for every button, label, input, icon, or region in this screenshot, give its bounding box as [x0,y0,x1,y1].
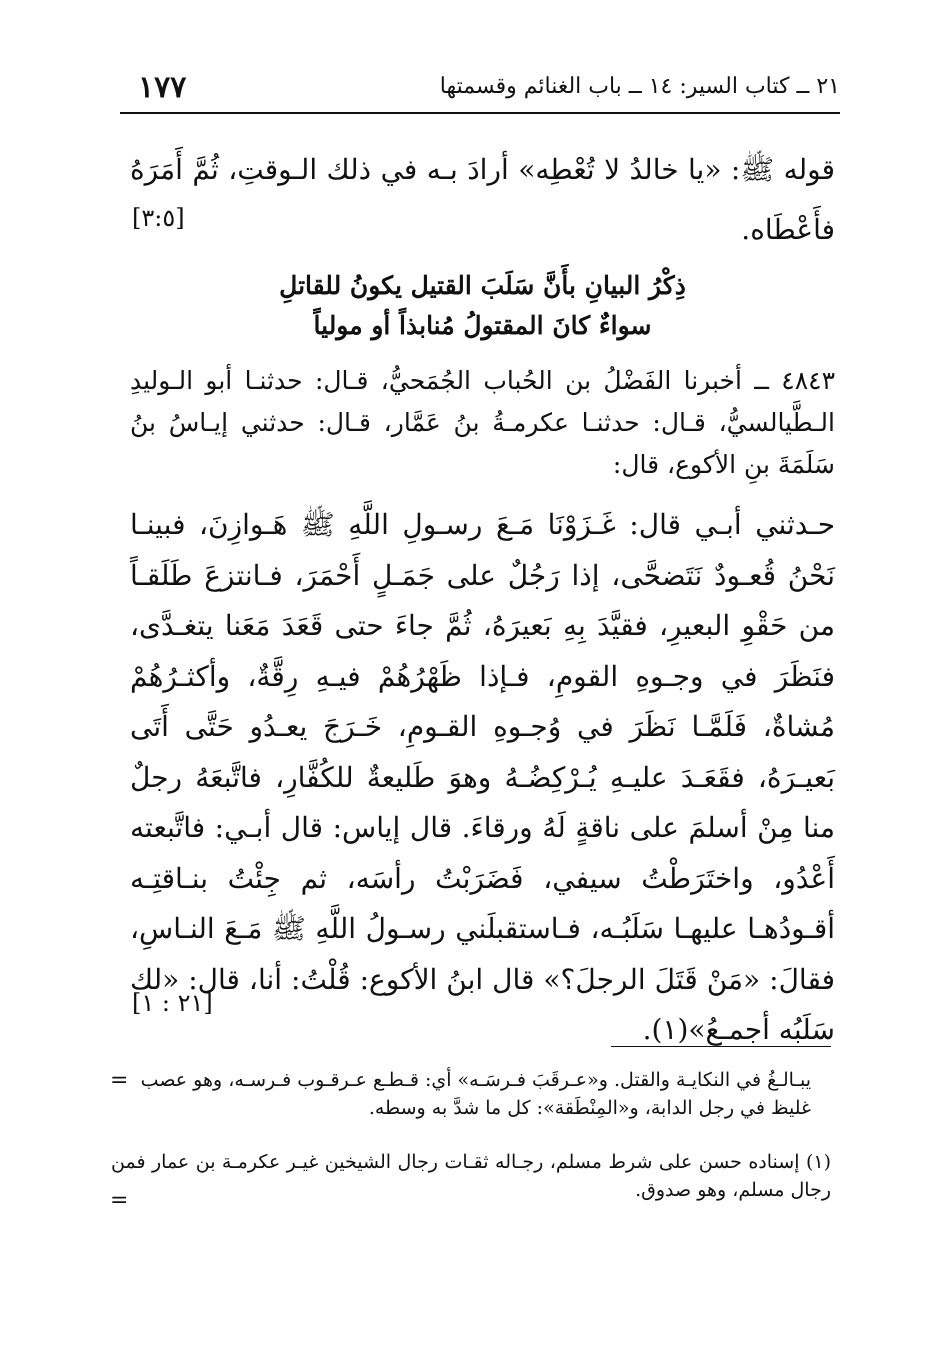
paragraph-commentary: قوله ﷺ: «يا خالدُ لا تُعْطِه» أرادَ بـه في ذلك الـوقتِ، ثُمَّ أَمَرَهُ فأَعْطَاه. [130,153,835,246]
page-number: ١٧٧ [138,70,187,105]
footnote-continued: يبـالـغُ في النكايـة والقتل. و«عـرقَبَ فـرسَـه» أي: قـطـع عـرقـوب فـرسـه، وهو عصب غليظ في رجل الدابة، و«المِنْطَقة»: كل ما شدَّ به وسطه. [140,1069,811,1119]
footnote-rule [611,1046,831,1047]
reference-mark: [٣:٥] [132,204,185,232]
continuation-marker: = [110,1188,129,1213]
reference-mark: [٢١ : ١] [132,989,213,1017]
section-heading-line2: سواءٌ كانَ المقتولُ مُنابذاً أو مولياً [313,311,652,340]
hadith-matn: حـدثني أبـي قال: غَـزَوْنَا مَـعَ رسـولِ اللَّهِ ﷺ هَـوازِنَ، فبينـا نَحْنُ قُعـودٌ نَتَضحَّى، إذا رَجُلٌ على جَمَـلٍ أَحْمَرَ، فـانتزعَ طَلَقـاً من حَقْوِ البعيرِ، فقيَّدَ بِهِ بَعيرَهُ، ثُمَّ جاءَ حتى قَعَدَ مَعَنا يتغـدَّى، فنَظَرَ في وجـوهِ القومِ، فـإذا ظَهْرُهُمْ فيـهِ رِقَّةٌ، وأكثـرُهُمْ مُشاةٌ، فَلَمَّـا نَظَرَ في وُجـوهِ القـومِ، خَـرَجَ يعـدُو حَتَّى أَتَى بَعيـرَهُ، فقَعَـدَ عليـهِ يُـرْكِضُـهُ وهوَ طَليعةٌ للكُفَّارِ، فاتَّبعَهُ رجلٌ منا مِنْ أسلمَ على ناقةٍ لَهُ ورقاءَ. قال إياس: قال أبـي: فاتَّبعته أَعْدُو، واختَرَطْتُ سيفي، فَضَرَبْتُ رأسَه، ثم جِئْتُ بنـاقتِـه أقـودُهـا عليهـا سَلَبُـه، فـاستقبلَني رسـولُ اللَّهِ ﷺ مَـعَ النـاسِ، فقالَ: «مَنْ قَتَلَ الرجلَ؟» قال ابنُ الأكوع: قُلْتُ: أنا، قال: «لك سَلَبُه أجمـعُ»(١). [130,508,835,1046]
continuation-marker: = [110,1068,129,1093]
running-head [120,70,840,110]
section-heading-line1: ذِكْرُ البيانِ بأَنَّ سَلَبَ القتيل يكونُ للقاتلِ [279,271,686,300]
footnote-1: (١) إسناده حسن على شرط مسلم، رجـاله ثقـات رجال الشيخين غيـر عكرمـة بن عمار فمن رجال مسلم، وهو صدوق. [111,1151,831,1201]
header-rule [120,112,840,114]
running-title: ٢١ ــ كتاب السير: ١٤ ــ باب الغنائم وقسمتها [439,74,840,99]
hadith-isnad: ٤٨٤٣ ــ أخبرنا الفَضْلُ بن الحُباب الجُمَحيُّ، قـال: حدثنـا أبو الـوليدِ الـطَّيالسيُّ، قـال: حدثنـا عكرمـةُ بنُ عَمَّار، قـال: حدثني إيـاسُ بنُ سَلَمَةَ بنِ الأكوع، قال: [130,366,835,479]
